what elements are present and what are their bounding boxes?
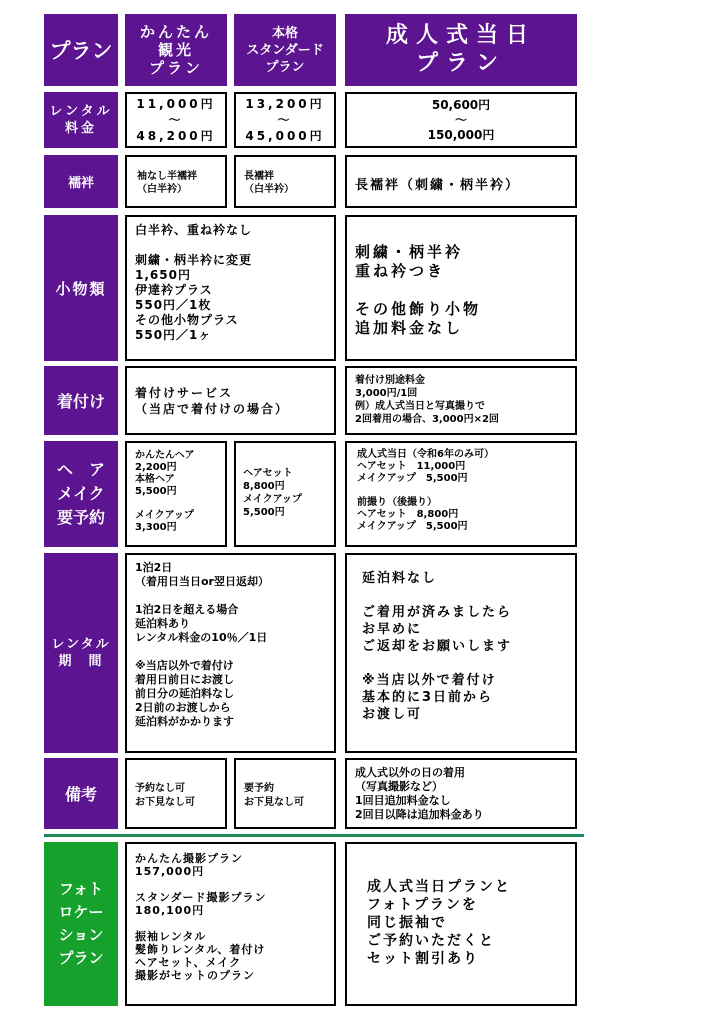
komono-seijinshiki: 刺繍・柄半衿 重ね衿つき その他飾り小物 追加料金なし xyxy=(345,215,577,361)
kitsuke-kantan-standard: 着付けサービス （当店で着付けの場合） xyxy=(125,366,336,435)
juban-kantan: 袖なし半襦袢 （白半衿） xyxy=(125,155,227,208)
row-label-juban: 襦袢 xyxy=(44,155,118,208)
rental-fee-seijinshiki: 50,600円 ～ 150,000円 xyxy=(345,92,577,148)
header-plan-standard: 本格 スタンダード プラン xyxy=(234,14,336,86)
section-divider xyxy=(44,834,584,837)
header-plan-label: プラン xyxy=(44,14,118,86)
notes-seijinshiki: 成人式以外の日の着用 （写真撮影など） 1回目追加料金なし 2回目以降は追加料金あり xyxy=(345,758,577,829)
photo-plan-set-discount: 成人式当日プランと フォトプランを 同じ振袖で ご予約いただくと セット割引あり xyxy=(345,842,577,1006)
row-label-notes: 備考 xyxy=(44,758,118,829)
row-label-hair-make: ヘ ア メイク 要予約 xyxy=(44,441,118,547)
notes-kantan: 予約なし可 お下見なし可 xyxy=(125,758,227,829)
row-label-komono: 小物類 xyxy=(44,215,118,361)
hair-make-seijinshiki: 成人式当日（令和6年のみ可） ヘアセット 11,000円 メイクアップ 5,500円 前撮り（後撮り） ヘアセット 8,800円 メイクアップ 5,500円 xyxy=(345,441,577,547)
row-label-rental-fee: レンタル 料金 xyxy=(44,92,118,148)
row-label-kitsuke: 着付け xyxy=(44,366,118,435)
header-plan-kantan: かんたん 観光 プラン xyxy=(125,14,227,86)
rental-fee-kantan: 11,000円 ～ 48,200円 xyxy=(125,92,227,148)
hair-make-kantan: かんたんヘア 2,200円 本格ヘア 5,500円 メイクアップ 3,300円 xyxy=(125,441,227,547)
rental-fee-standard: 13,200円 ～ 45,000円 xyxy=(234,92,336,148)
photo-plan-label: フォト ロケー ション プラン xyxy=(44,842,118,1006)
row-label-rental-period: レンタル 期 間 xyxy=(44,553,118,753)
komono-kantan-standard: 白半衿、重ね衿なし 刺繍・柄半衿に変更 1,650円 伊達衿プラス 550円／1枚 その他小物プラス 550円／1ヶ xyxy=(125,215,336,361)
hair-make-standard: ヘアセット 8,800円 メイクアップ 5,500円 xyxy=(234,441,336,547)
notes-standard: 要予約 お下見なし可 xyxy=(234,758,336,829)
photo-plan-details: かんたん撮影プラン 157,000円 スタンダード撮影プラン 180,100円 振袖レンタル 髪飾りレンタル、着付け ヘアセット、メイク 撮影がセットのプラン xyxy=(125,842,336,1006)
juban-seijinshiki: 長襦袢（刺繍・柄半衿） xyxy=(345,155,577,208)
juban-standard: 長襦袢 （白半衿） xyxy=(234,155,336,208)
rental-period-kantan-standard: 1泊2日 （着用日当日or翌日返却） 1泊2日を超える場合 延泊料あり レンタル料金の10％／1日 ※当店以外で着付け 着用日前日にお渡し 前日分の延泊料なし 2日前のお渡しから 延泊料がかかります xyxy=(125,553,336,753)
header-plan-seijinshiki: 成人式当日 プラン xyxy=(345,14,577,86)
kitsuke-seijinshiki: 着付け別途料金 3,000円/1回 例）成人式当日と写真撮りで 2回着用の場合、3,000円×2回 xyxy=(345,366,577,435)
rental-period-seijinshiki: 延泊料なし ご着用が済みましたら お早めに ご返却をお願いします ※当店以外で着付け 基本的に3日前から お渡し可 xyxy=(345,553,577,753)
